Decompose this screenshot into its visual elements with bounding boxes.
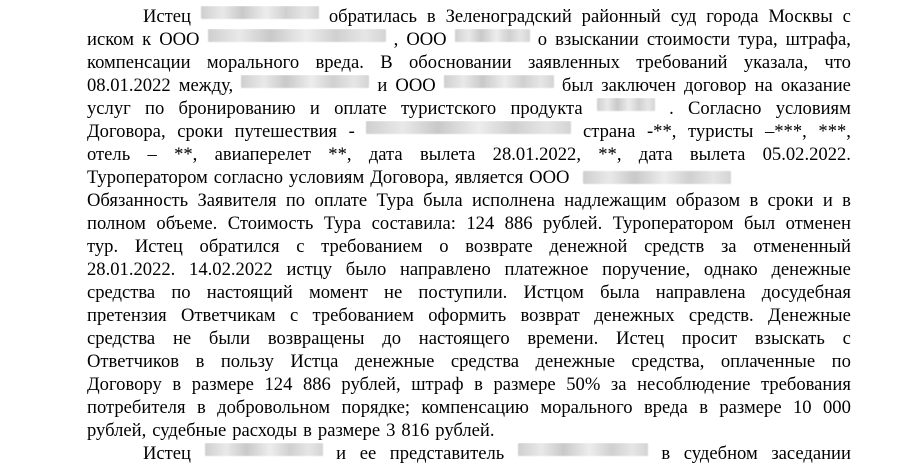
text-word: Москвы — [768, 6, 833, 27]
text-line — [87, 420, 851, 442]
text-word: между, — [178, 75, 234, 96]
text-word: оформить — [428, 305, 507, 326]
text-word: заседании — [771, 443, 851, 464]
text-word: Истцом — [523, 282, 584, 303]
text-word: размере — [493, 374, 556, 395]
text-word: требований — [636, 52, 728, 73]
text-word: однако — [703, 259, 758, 280]
text-word: – — [147, 144, 157, 165]
text-word: тур. — [87, 236, 119, 257]
text-word: момент — [309, 282, 368, 303]
text-word: средства — [87, 282, 156, 303]
text-line — [87, 167, 851, 189]
text-word: несоблюдение — [637, 374, 751, 395]
text-word: –***, — [764, 121, 807, 142]
text-line — [87, 374, 851, 396]
text-word: продукта — [510, 98, 583, 119]
text-word: в — [303, 420, 312, 441]
text-line — [87, 328, 851, 350]
text-word: условиям — [775, 98, 851, 119]
text-word: требованием — [321, 236, 423, 257]
text-word: дата — [368, 144, 403, 165]
text-word: денежные — [354, 351, 435, 372]
text-word: **, — [598, 144, 622, 165]
text-word: 000 — [822, 397, 851, 418]
text-word: средств. — [688, 305, 754, 326]
text-word: 886 — [504, 213, 533, 234]
text-word: является — [454, 167, 524, 188]
text-line — [87, 305, 851, 327]
redacted-name — [241, 75, 369, 88]
text-word: и — [377, 75, 388, 96]
text-word: до — [382, 328, 401, 349]
text-word: рублей, — [341, 374, 401, 395]
text-word: Истца — [290, 351, 339, 372]
text-word: Договору — [87, 374, 162, 395]
text-word: о — [537, 29, 548, 50]
text-word: туристского — [401, 98, 497, 119]
text-word: -**, — [646, 121, 677, 142]
text-word: В — [380, 52, 393, 73]
text-word: Истец — [143, 443, 192, 464]
text-line — [87, 98, 851, 120]
text-word: **, — [174, 144, 198, 165]
text-word: денежные — [771, 259, 851, 280]
text-word: заключен — [601, 75, 676, 96]
text-word: по — [145, 98, 165, 119]
text-line — [87, 6, 851, 28]
text-word: . — [669, 98, 674, 119]
text-word: вреда. — [315, 52, 364, 73]
text-word: средства — [450, 351, 520, 372]
redacted-name — [201, 6, 319, 19]
text-word: за — [720, 236, 737, 257]
text-word: добровольном — [217, 397, 331, 418]
text-word: объеме. — [156, 213, 218, 234]
text-word: была — [600, 282, 640, 303]
text-word: полном — [87, 213, 146, 234]
text-word: денежной — [549, 236, 628, 257]
text-word: ее — [359, 443, 377, 464]
text-word: в — [196, 397, 206, 418]
text-line — [87, 236, 851, 258]
text-word: настоящий — [206, 282, 293, 303]
text-word: просит — [681, 328, 738, 349]
text-word: сроки — [177, 121, 224, 142]
text-word: туристы — [688, 121, 754, 142]
text-word: иском — [87, 29, 135, 50]
text-word: Ответчиков — [87, 351, 180, 372]
text-word: составила: — [371, 213, 456, 234]
text-word: 124 — [466, 213, 495, 234]
text-word: истцу — [286, 259, 333, 280]
text-word: 08.01.2022 — [87, 75, 171, 96]
text-word: судебном — [683, 443, 758, 464]
text-word: ***, — [818, 121, 851, 142]
text-word: Тура — [323, 213, 362, 234]
text-word: рублей, — [87, 420, 147, 441]
text-line — [87, 259, 851, 281]
text-word: вреда — [643, 397, 688, 418]
text-word: Истец — [134, 236, 183, 257]
text-word: размере — [191, 374, 254, 395]
text-word: средств — [644, 236, 705, 257]
text-word: 816 — [401, 420, 430, 441]
text-word: платежное — [504, 259, 589, 280]
text-word: по — [831, 351, 851, 372]
text-word: штрафа, — [785, 29, 851, 50]
text-word: с — [842, 328, 851, 349]
text-word: - — [348, 121, 355, 142]
text-word: требования — [760, 374, 851, 395]
text-word: Согласно — [688, 98, 762, 119]
text-word: рублей. — [543, 213, 603, 234]
text-word: компенсацию — [421, 397, 529, 418]
redacted-name — [205, 443, 323, 456]
redacted-name — [583, 171, 731, 184]
text-word: и — [822, 190, 833, 211]
text-word: 886 — [302, 374, 331, 395]
text-word: возврате — [465, 236, 533, 257]
text-word: вылета — [419, 144, 476, 165]
text-word: бронированию — [178, 98, 296, 119]
text-word: компенсации — [87, 52, 191, 73]
text-word: оплате — [314, 190, 368, 211]
text-word: страна — [583, 121, 636, 142]
text-word: с — [289, 305, 299, 326]
text-word: Туроператором — [87, 167, 208, 188]
text-word: судебные — [152, 420, 227, 441]
redacted-name — [455, 29, 530, 42]
text-word: путешествия — [234, 121, 337, 142]
text-word: возврат — [520, 305, 580, 326]
text-word: стоимости — [646, 29, 731, 50]
text-word: расходы — [232, 420, 298, 441]
text-word: настоящего — [418, 328, 510, 349]
text-word: условиям — [289, 167, 365, 188]
text-line — [87, 75, 851, 97]
text-word: была — [423, 190, 463, 211]
text-word: договор — [683, 75, 747, 96]
text-word: в — [474, 374, 483, 395]
text-word: оплаченные — [720, 351, 816, 372]
text-word: с — [842, 6, 851, 27]
text-word: 3 — [386, 420, 396, 441]
text-word: 14.02.2022 — [189, 259, 273, 280]
text-word: Договора, — [87, 121, 166, 142]
text-word: образом — [675, 190, 741, 211]
text-word: тура, — [738, 29, 778, 50]
text-word: Ответчикам — [180, 305, 276, 326]
text-word: были — [208, 328, 251, 349]
text-word: в — [661, 443, 671, 464]
text-line — [87, 213, 851, 235]
text-word: Истец — [143, 6, 192, 27]
text-word: был — [561, 75, 594, 96]
text-word: обратилась — [328, 6, 417, 27]
text-word: обратился — [199, 236, 280, 257]
text-word: Договора, — [370, 167, 449, 188]
text-word: отмененный — [753, 236, 851, 257]
text-word: 50% — [566, 374, 601, 395]
text-word: о — [439, 236, 449, 257]
text-word: Заявителя — [197, 190, 277, 211]
text-word: заявленных — [527, 52, 620, 73]
text-word: не — [384, 282, 403, 303]
text-word: и — [336, 443, 347, 464]
redacted-name — [597, 98, 655, 111]
text-word: требованием — [312, 305, 414, 326]
text-word: ООО — [395, 75, 436, 96]
text-word: взыскании — [555, 29, 639, 50]
text-word: средства, — [631, 351, 705, 372]
text-word: представитель — [389, 443, 505, 464]
text-line — [87, 443, 851, 465]
text-word: ООО — [159, 29, 200, 50]
text-word: не — [172, 328, 192, 349]
text-word: в — [749, 190, 759, 211]
text-word: вылета — [689, 144, 746, 165]
text-word: указала, — [743, 52, 809, 73]
text-word: услуг — [87, 98, 131, 119]
text-word: Стоимость — [227, 213, 314, 234]
text-word: в — [426, 6, 436, 27]
text-word: морального — [206, 52, 300, 73]
text-word: , — [393, 29, 399, 50]
text-word: суд — [670, 6, 697, 27]
text-word: Зеленоградский — [445, 6, 572, 27]
text-word: в — [172, 374, 182, 395]
text-word: Туроператором — [612, 213, 734, 234]
text-word: в — [842, 190, 851, 211]
text-word: авиаперелет — [214, 144, 311, 165]
text-word: штраф — [411, 374, 464, 395]
text-word: сроки — [767, 190, 814, 211]
text-word: морального — [540, 397, 633, 418]
text-word: направлено — [399, 259, 491, 280]
text-line — [87, 121, 851, 143]
text-word: поручение, — [602, 259, 691, 280]
text-word: возвращены — [267, 328, 365, 349]
text-word: Тура — [376, 190, 414, 211]
redacted-name — [208, 29, 386, 42]
text-word: 124 — [264, 374, 293, 395]
text-line — [87, 282, 851, 304]
text-word: размере — [719, 397, 782, 418]
text-word: 28.01.2022. — [87, 259, 176, 280]
text-word: в — [699, 397, 708, 418]
text-line — [87, 351, 851, 373]
text-word: ООО — [406, 29, 447, 50]
text-word: 10 — [792, 397, 812, 418]
text-word: денежных — [594, 305, 675, 326]
text-word: согласно — [213, 167, 284, 188]
text-word: потребителя — [87, 397, 186, 418]
text-word: отель — [87, 144, 131, 165]
text-line — [87, 190, 851, 212]
text-word: претензия — [87, 305, 167, 326]
text-line — [87, 52, 851, 74]
text-word: города — [706, 6, 759, 27]
redacted-name — [518, 443, 648, 456]
text-word: на — [754, 75, 773, 96]
text-line — [87, 144, 851, 166]
text-word: надлежащим — [564, 190, 667, 211]
text-line — [87, 397, 851, 419]
text-word: размере — [317, 420, 381, 441]
text-word: 05.02.2022. — [762, 144, 851, 165]
text-word: обосновании — [408, 52, 512, 73]
text-word: отменен — [785, 213, 851, 234]
text-word: исполнена — [471, 190, 555, 211]
text-word: средства — [87, 328, 156, 349]
text-word: в — [195, 351, 205, 372]
text-word: 28.01.2022, — [492, 144, 581, 165]
text-word: был — [743, 213, 776, 234]
text-word: Денежные — [768, 305, 851, 326]
text-word: пользу — [220, 351, 274, 372]
text-word: оплате — [334, 98, 387, 119]
text-word: направлена — [655, 282, 746, 303]
text-line — [87, 29, 851, 51]
text-word: было — [345, 259, 387, 280]
text-word: за — [610, 374, 627, 395]
text-word: досудебная — [761, 282, 851, 303]
text-word: порядке; — [341, 397, 411, 418]
text-word: к — [142, 29, 152, 50]
text-word: рублей. — [435, 420, 495, 441]
redacted-name — [444, 75, 554, 88]
text-word: по — [285, 190, 306, 211]
text-word: оказание — [780, 75, 851, 96]
text-word: времени. — [527, 328, 599, 349]
text-word: поступили. — [418, 282, 508, 303]
text-word: ООО — [529, 167, 570, 188]
text-word: районный — [581, 6, 661, 27]
text-word: дата — [638, 144, 673, 165]
text-word: Обязанность — [87, 190, 189, 211]
text-word: с — [296, 236, 305, 257]
text-word: денежные — [535, 351, 616, 372]
text-word: взыскать — [754, 328, 825, 349]
text-word: по — [171, 282, 191, 303]
text-word: что — [824, 52, 851, 73]
text-word: и — [309, 98, 320, 119]
text-word: **, — [328, 144, 352, 165]
text-word: Истец — [616, 328, 665, 349]
redacted-name — [366, 121, 571, 134]
